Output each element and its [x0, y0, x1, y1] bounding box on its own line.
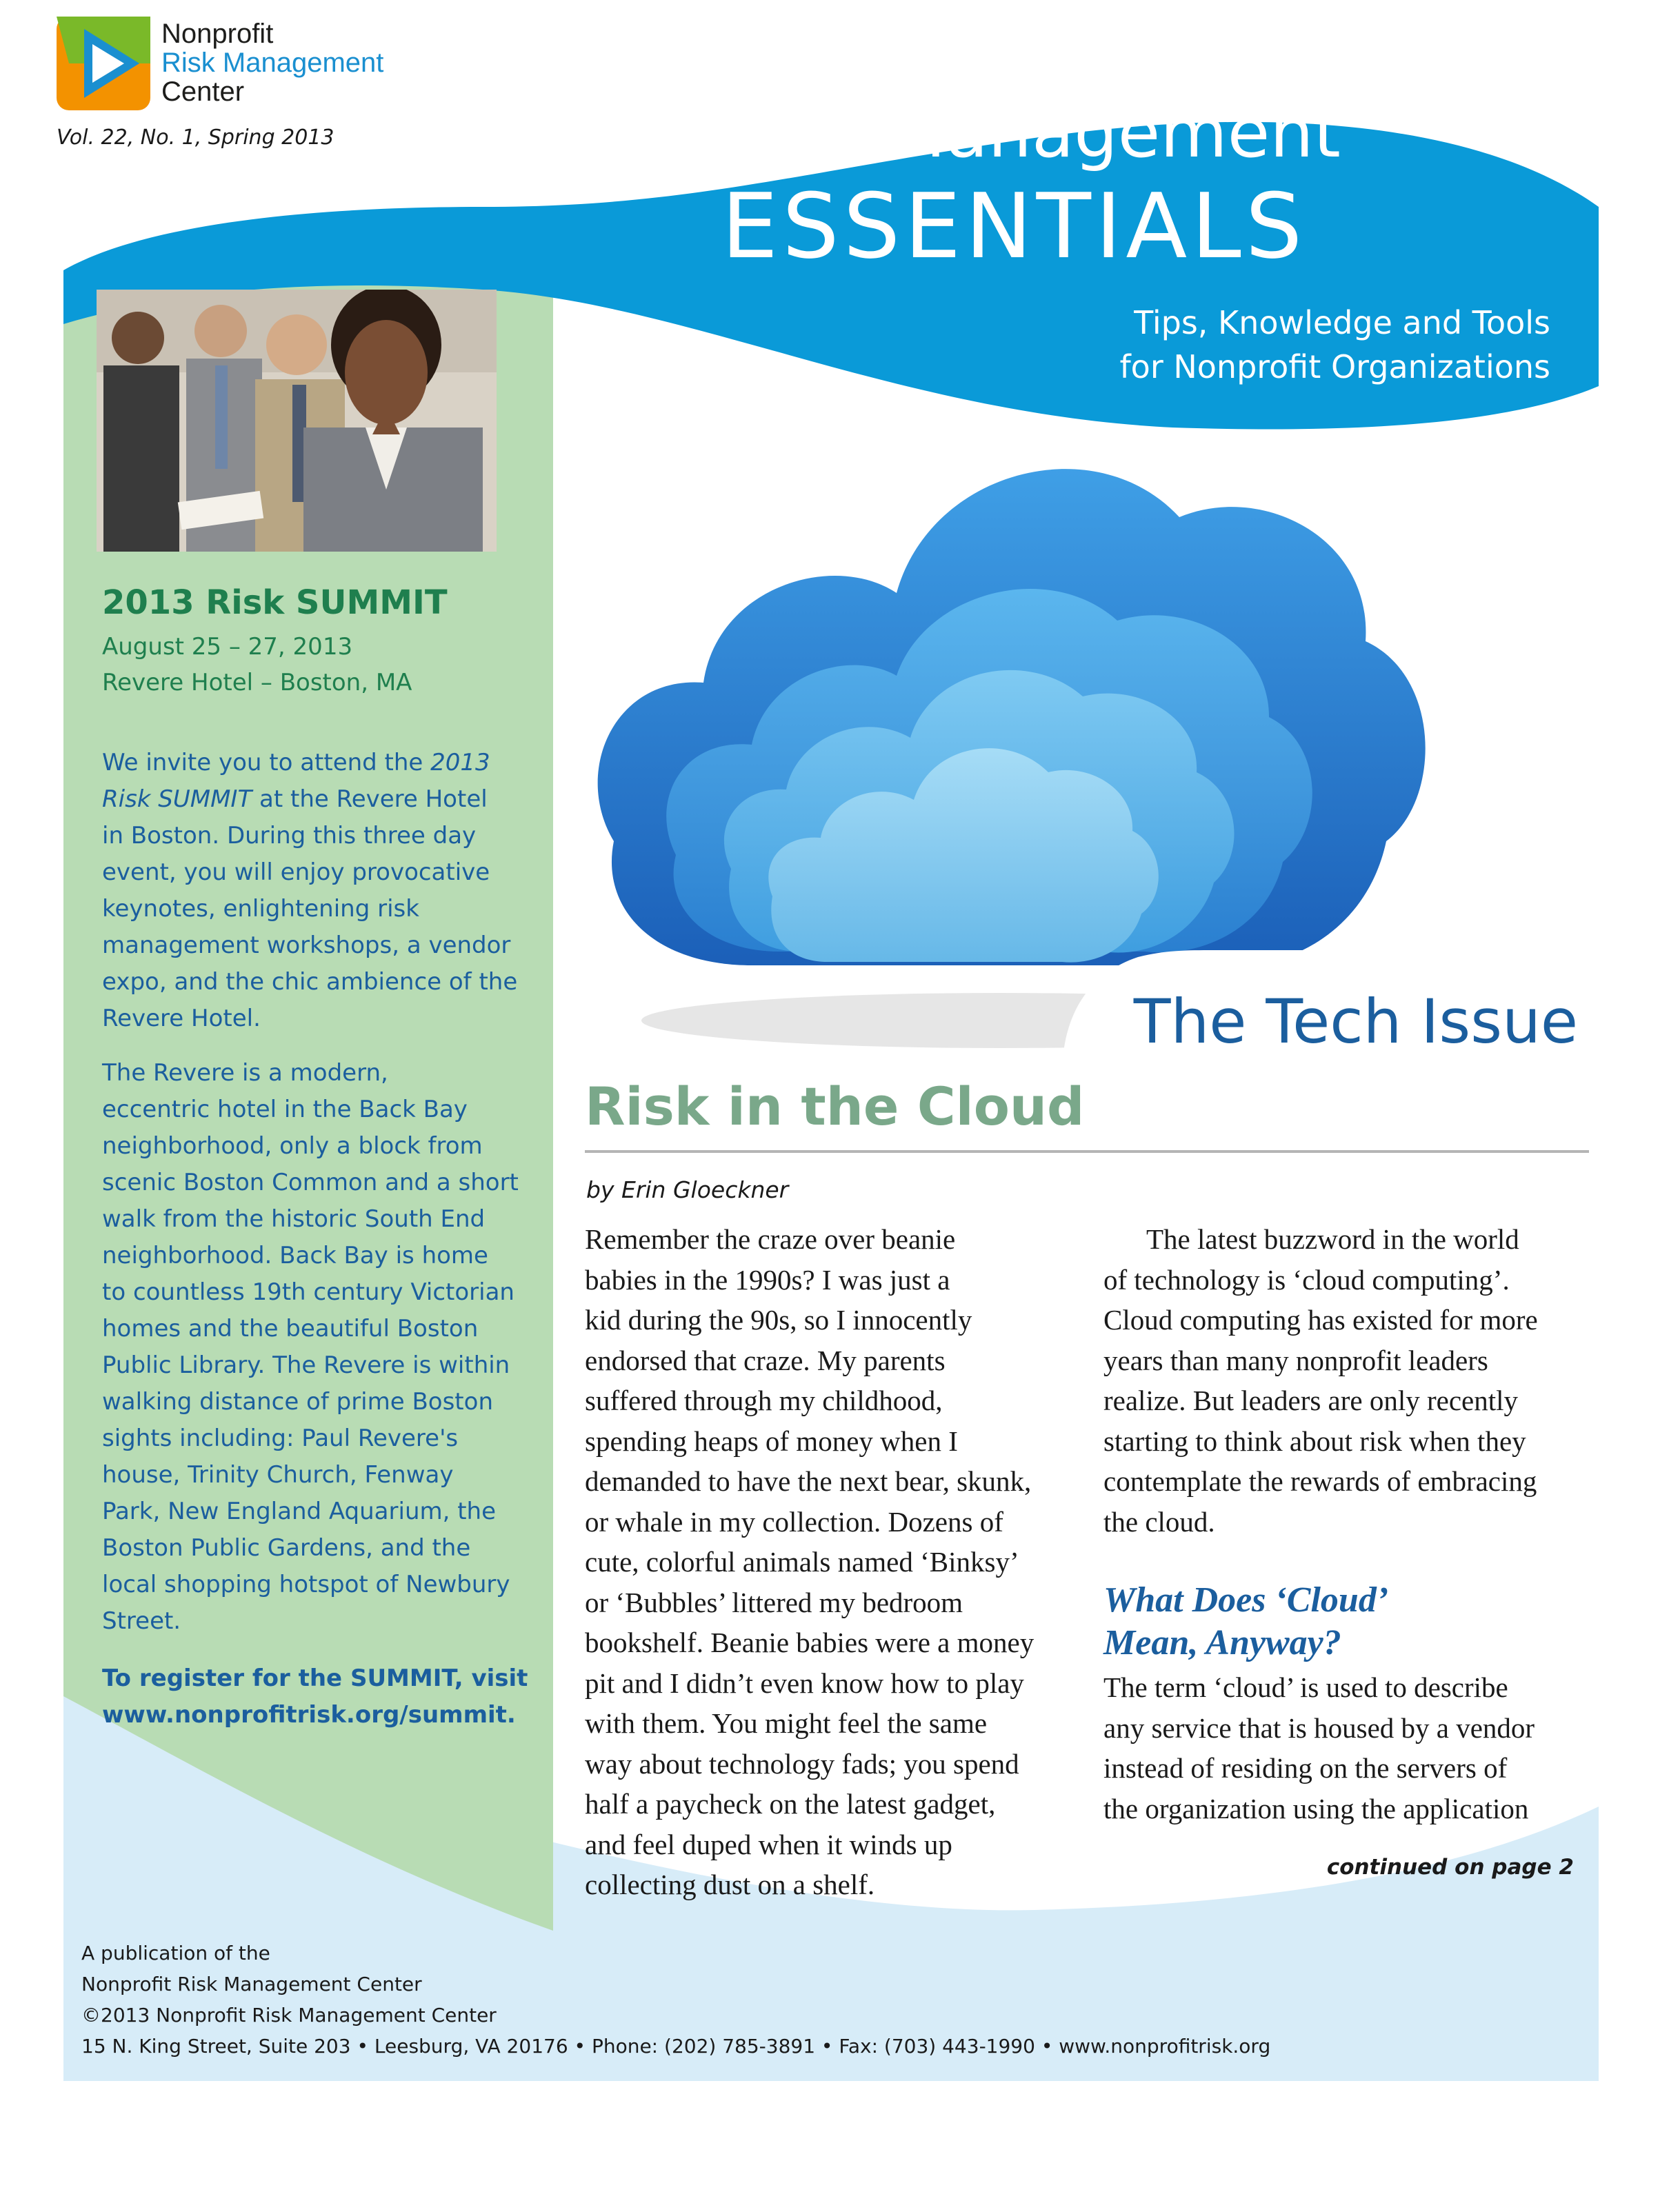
tech-issue-label: The Tech Issue	[1133, 986, 1578, 1057]
text-line: bookshelf. Beanie babies were a money	[585, 1627, 1035, 1658]
tagline-line-1: Tips, Knowledge and Tools	[1134, 304, 1550, 341]
text-line: realize. But leaders are only recently	[1103, 1385, 1519, 1416]
text-line: Cloud computing has existed for more	[1103, 1304, 1538, 1336]
summit-venue: Revere Hotel – Boston, MA	[102, 669, 412, 696]
text-line: half a paycheck on the latest gadget,	[585, 1788, 996, 1820]
text-line: of technology is ‘cloud computing’.	[1103, 1263, 1510, 1296]
text-line: The term ‘cloud’ is used to describe	[1103, 1671, 1508, 1703]
text-line: demanded to have the next bear, skunk,	[585, 1465, 1032, 1497]
summit-register-link[interactable]	[102, 1660, 543, 1733]
hotel-line: Public Library. The Revere is within	[102, 1351, 510, 1379]
intro-line: keynotes, enlightening risk	[102, 895, 419, 923]
summit-attendees-photo	[97, 290, 497, 552]
text-line: way about technology fads; you spend	[585, 1747, 1019, 1780]
text-line: collecting dust on a shelf.	[585, 1869, 875, 1900]
text-line: pit and I didn’t even know how to play	[585, 1667, 1024, 1699]
hotel-line: walk from the historic South End	[102, 1205, 486, 1233]
text-line: starting to think about risk when they	[1103, 1425, 1526, 1457]
footer-line: A publication of the	[81, 1942, 270, 1964]
hotel-line: eccentric hotel in the Back Bay	[102, 1096, 468, 1123]
logo-line-3: Center	[161, 77, 245, 107]
masthead-title-line-1: Risk Management	[721, 92, 1341, 173]
text-line: and feel duped when it winds up	[585, 1828, 952, 1860]
text-line: with them. You might feel the same	[585, 1707, 988, 1739]
subhead-line-2: Mean, Anyway?	[1103, 1623, 1341, 1662]
text-line: instead of residing on the servers of	[1103, 1752, 1508, 1784]
hotel-line: The Revere is a modern,	[102, 1059, 388, 1087]
text-line: cute, colorful animals named ‘Binksy’	[585, 1546, 1019, 1578]
hotel-line: neighborhood, only a block from	[102, 1132, 483, 1160]
logo-line-2: Risk Management	[161, 48, 384, 78]
hotel-line: to countless 19th century Victorian	[102, 1278, 514, 1306]
intro-line: Revere Hotel.	[102, 1005, 261, 1032]
intro-line: Risk SUMMIT at the Revere Hotel	[102, 785, 488, 813]
article-column-2-continued	[1103, 1667, 1593, 1829]
logo-line-1: Nonprofit	[161, 19, 274, 49]
summit-intro-paragraph	[102, 745, 543, 1037]
text-line: or ‘Bubbles’ littered my bedroom	[585, 1586, 963, 1618]
register-url[interactable]: www.nonprofitrisk.org/summit.	[102, 1701, 516, 1729]
revere-hotel-paragraph	[102, 1055, 543, 1640]
text-line: babies in the 1990s? I was just a	[585, 1263, 950, 1296]
intro-line: in Boston. During this three day	[102, 822, 477, 849]
masthead-tagline	[1119, 301, 1550, 389]
intro-line: We invite you to attend the 2013	[102, 749, 490, 776]
article-subhead	[1103, 1579, 1586, 1665]
text-line: the cloud.	[1103, 1505, 1215, 1538]
footer-copyright: ©2013 Nonprofit Risk Management Center	[81, 2004, 497, 2027]
hotel-line: Boston Public Gardens, and the	[102, 1534, 471, 1562]
masthead-title-line-2: ESSENTIALS	[721, 174, 1307, 279]
article-byline: by Erin Gloeckner	[586, 1176, 789, 1203]
footer-line: Nonprofit Risk Management Center	[81, 1973, 422, 1995]
text-line: Remember the craze over beanie	[585, 1223, 956, 1255]
text-line: contemplate the rewards of embracing	[1103, 1465, 1537, 1497]
intro-line: event, you will enjoy provocative	[102, 858, 490, 886]
center-logo[interactable]	[57, 17, 443, 120]
article-column-2	[1103, 1219, 1593, 1542]
text-line: The latest buzzword in the world	[1146, 1223, 1519, 1255]
article-headline: Risk in the Cloud	[585, 1076, 1085, 1137]
hotel-line: Park, New England Aquarium, the	[102, 1498, 497, 1525]
hotel-line: local shopping hotspot of Newbury	[102, 1571, 510, 1598]
tagline-line-2: for Nonprofit Organizations	[1119, 348, 1550, 385]
continued-notice[interactable]: continued on page 2	[1326, 1855, 1574, 1880]
text-line: kid during the 90s, so I innocently	[585, 1304, 972, 1336]
footer-contact: 15 N. King Street, Suite 203 • Leesburg, VA 20176 • Phone: (202) 785-3891 • Fax: (703) 443-1990 • www.nonprofitrisk.org	[81, 2035, 1271, 2058]
volume-issue: Vol. 22, No. 1, Spring 2013	[57, 125, 334, 150]
subhead-line-1: What Does ‘Cloud’	[1103, 1580, 1389, 1620]
headline-rule	[585, 1150, 1589, 1153]
intro-line: expo, and the chic ambience of the	[102, 968, 518, 996]
logo-play-icon	[57, 17, 150, 110]
text-line: the organization using the application	[1103, 1792, 1529, 1824]
summit-title: 2013 Risk SUMMIT	[102, 583, 448, 622]
text-line: suffered through my childhood,	[585, 1385, 943, 1416]
hotel-line: scenic Boston Common and a short	[102, 1169, 519, 1196]
hotel-line: walking distance of prime Boston	[102, 1388, 493, 1416]
hotel-line: house, Trinity Church, Fenway	[102, 1461, 454, 1489]
hotel-line: sights including: Paul Revere's	[102, 1425, 459, 1452]
article-column-1	[585, 1219, 1081, 1905]
hotel-line: homes and the beautiful Boston	[102, 1315, 479, 1343]
hotel-line: neighborhood. Back Bay is home	[102, 1242, 488, 1269]
summit-date: August 25 – 27, 2013	[102, 633, 353, 661]
text-line: or whale in my collection. Dozens of	[585, 1505, 1003, 1538]
text-line: spending heaps of money when I	[585, 1425, 958, 1457]
text-line: years than many nonprofit leaders	[1103, 1344, 1488, 1376]
register-line: To register for the SUMMIT, visit	[102, 1665, 528, 1692]
publication-footer	[81, 1938, 1270, 2062]
intro-line: management workshops, a vendor	[102, 932, 511, 959]
hotel-line: Street.	[102, 1607, 181, 1635]
text-line: endorsed that craze. My parents	[585, 1344, 946, 1376]
text-line: any service that is housed by a vendor	[1103, 1711, 1535, 1744]
